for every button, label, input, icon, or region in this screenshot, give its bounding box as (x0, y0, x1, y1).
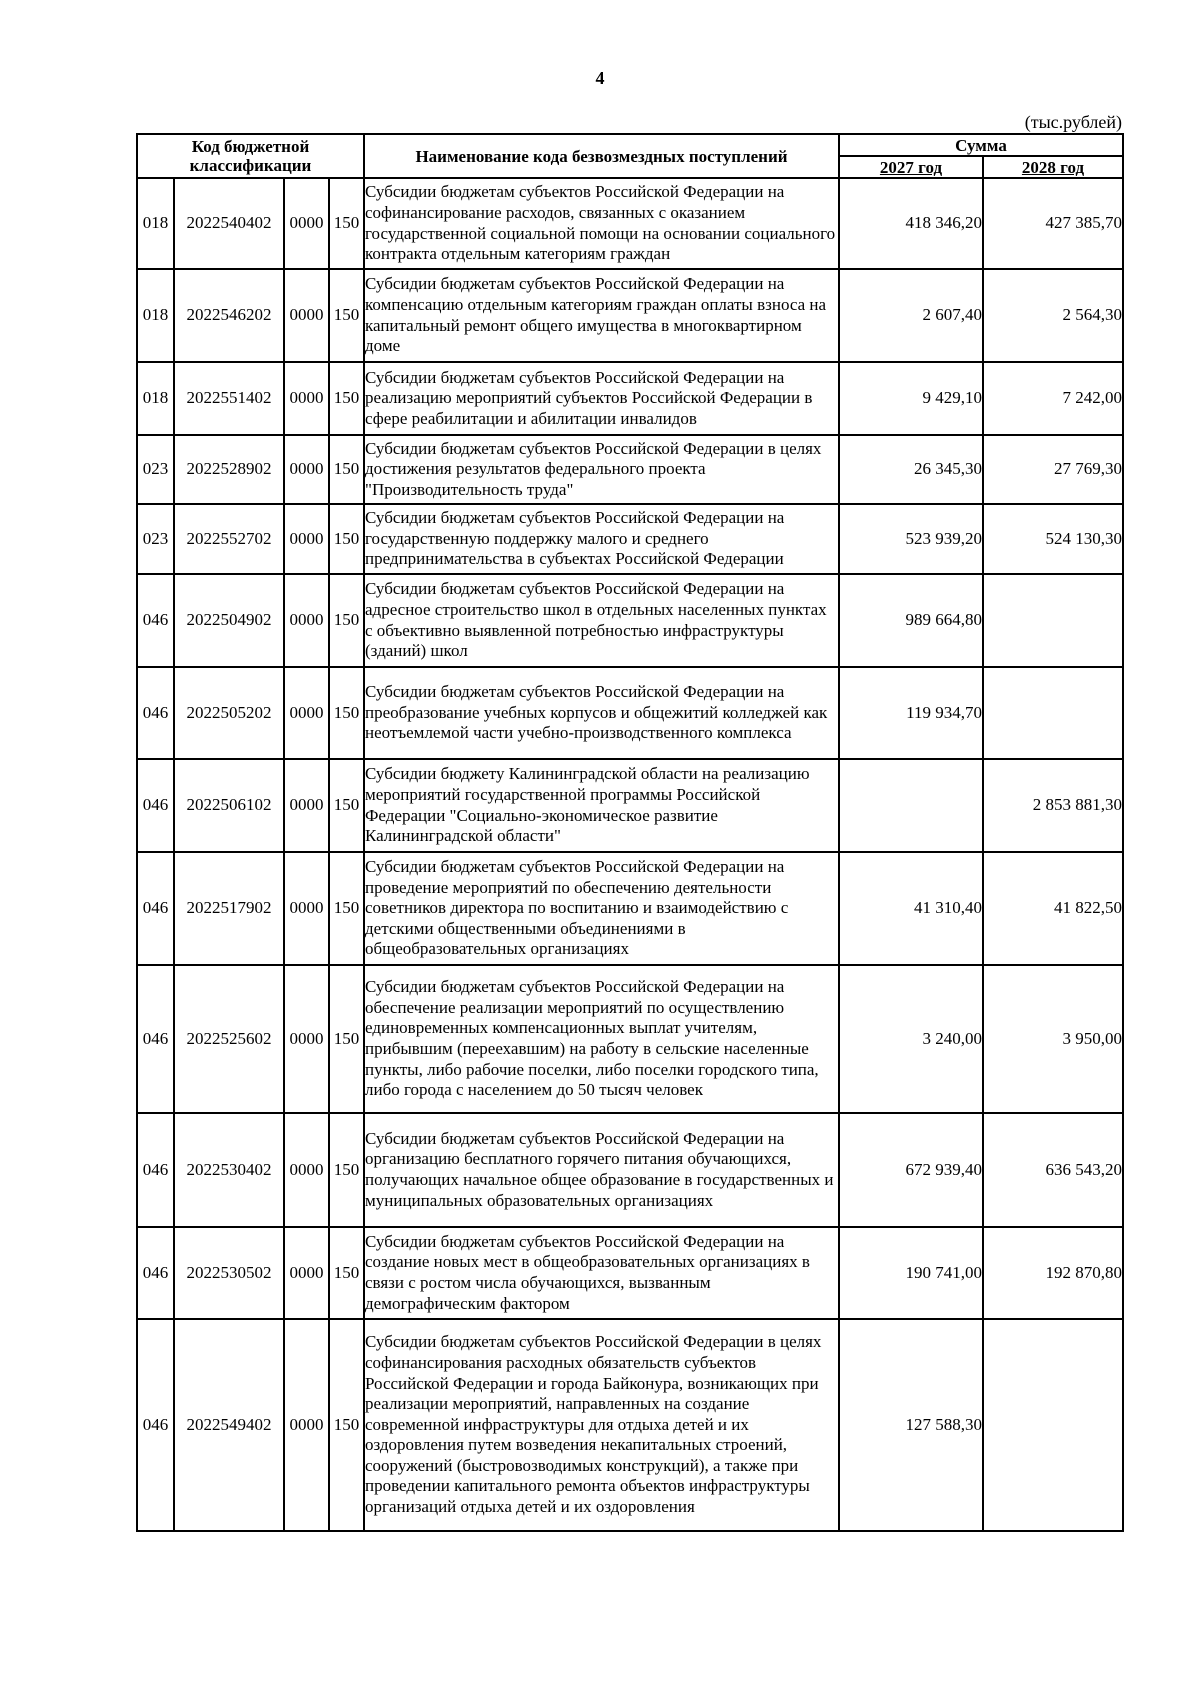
subtype-code: 0000 (284, 269, 329, 362)
page-number: 4 (595, 68, 605, 88)
subtype-code: 0000 (284, 435, 329, 504)
income-name: Субсидии бюджетам субъектов Российской Федерации в целях достижения результатов федерального проекта "Производительность труда" (364, 435, 839, 504)
header-code: Код бюджетной классификации (137, 134, 364, 178)
kind-code: 150 (329, 504, 364, 574)
admin-code: 046 (137, 852, 174, 965)
table-row (137, 435, 1123, 504)
table-row (137, 965, 1123, 1113)
amount-2028: 2 564,30 (983, 269, 1123, 362)
income-code: 2022551402 (174, 362, 284, 435)
amount-2028: 524 130,30 (983, 504, 1123, 574)
admin-code: 018 (137, 269, 174, 362)
income-code: 2022530502 (174, 1227, 284, 1319)
kind-code: 150 (329, 435, 364, 504)
admin-code: 046 (137, 574, 174, 667)
amount-2027: 127 588,30 (839, 1319, 983, 1531)
income-name: Субсидии бюджетам субъектов Российской Федерации на обеспечение реализации мероприятий по осуществлению единовременных компенсационных выплат учителям, прибывшим (переехавшим) на работу в сельские населенные пункты, либо рабочие поселки, либо поселки городского типа, либо города с населением до 50 тысяч человек (364, 965, 839, 1113)
subtype-code: 0000 (284, 1227, 329, 1319)
kind-code: 150 (329, 1113, 364, 1227)
admin-code: 046 (137, 1227, 174, 1319)
admin-code: 023 (137, 504, 174, 574)
admin-code: 023 (137, 435, 174, 504)
subtype-code: 0000 (284, 1113, 329, 1227)
kind-code: 150 (329, 178, 364, 269)
table-row (137, 504, 1123, 574)
kind-code: 150 (329, 269, 364, 362)
subtype-code: 0000 (284, 667, 329, 759)
income-name: Субсидии бюджетам субъектов Российской Федерации на организацию бесплатного горячего питания обучающихся, получающих начальное общее образование в государственных и муниципальных образовательных организациях (364, 1113, 839, 1227)
subtype-code: 0000 (284, 759, 329, 852)
amount-2028: 427 385,70 (983, 178, 1123, 269)
amount-2027: 523 939,20 (839, 504, 983, 574)
amount-2027 (839, 759, 983, 852)
income-name: Субсидии бюджетам субъектов Российской Федерации на государственную поддержку малого и среднего предпринимательства в субъектах Российской Федерации (364, 504, 839, 574)
income-name: Субсидии бюджетам субъектов Российской Федерации на преобразование учебных корпусов и общежитий колледжей как неотъемлемой части учебно-производственного комплекса (364, 667, 839, 759)
amount-2028: 2 853 881,30 (983, 759, 1123, 852)
amount-2028: 7 242,00 (983, 362, 1123, 435)
subtype-code: 0000 (284, 574, 329, 667)
income-code: 2022546202 (174, 269, 284, 362)
table-row (137, 1227, 1123, 1319)
kind-code: 150 (329, 1227, 364, 1319)
kind-code: 150 (329, 667, 364, 759)
amount-2027: 119 934,70 (839, 667, 983, 759)
table-row (137, 574, 1123, 667)
subtype-code: 0000 (284, 178, 329, 269)
amount-2028: 41 822,50 (983, 852, 1123, 965)
income-code: 2022525602 (174, 965, 284, 1113)
header-sum: Сумма (839, 134, 1123, 156)
kind-code: 150 (329, 965, 364, 1113)
admin-code: 046 (137, 1113, 174, 1227)
amount-2027: 418 346,20 (839, 178, 983, 269)
kind-code: 150 (329, 574, 364, 667)
table-row (137, 852, 1123, 965)
amount-2028 (983, 574, 1123, 667)
amount-2028: 3 950,00 (983, 965, 1123, 1113)
admin-code: 046 (137, 1319, 174, 1531)
budget-table (136, 133, 1124, 1532)
income-code: 2022504902 (174, 574, 284, 667)
subtype-code: 0000 (284, 852, 329, 965)
table-row (137, 178, 1123, 269)
income-name: Субсидии бюджетам субъектов Российской Федерации в целях софинансирования расходных обязательств субъектов Российской Федерации и города Байконура, возникающих при реализации мероприятий, направленных на создание современной инфраструктуры для отдыха детей и их оздоровления путем возведения некапитальных строений, сооружений (быстровозводимых конструкций), а также при проведении капитального ремонта объектов инфраструктуры организаций отдыха детей и их оздоровления (364, 1319, 839, 1531)
income-code: 2022528902 (174, 435, 284, 504)
income-code: 2022517902 (174, 852, 284, 965)
header-year-2027: 2027 год (839, 156, 983, 178)
header-name: Наименование кода безвозмездных поступлений (364, 134, 839, 178)
amount-2028: 27 769,30 (983, 435, 1123, 504)
income-code: 2022505202 (174, 667, 284, 759)
amount-2027: 3 240,00 (839, 965, 983, 1113)
amount-2027: 190 741,00 (839, 1227, 983, 1319)
income-name: Субсидии бюджетам субъектов Российской Федерации на создание новых мест в общеобразовательных организациях в связи с ростом числа обучающихся, вызванным демографическим фактором (364, 1227, 839, 1319)
income-code: 2022530402 (174, 1113, 284, 1227)
admin-code: 046 (137, 667, 174, 759)
income-code: 2022552702 (174, 504, 284, 574)
table-row (137, 1113, 1123, 1227)
header-year-2028: 2028 год (983, 156, 1123, 178)
income-code: 2022540402 (174, 178, 284, 269)
income-name: Субсидии бюджетам субъектов Российской Федерации на проведение мероприятий по обеспечению деятельности советников директора по воспитанию и взаимодействию с детскими общественными объединениями в общеобразовательных организациях (364, 852, 839, 965)
kind-code: 150 (329, 1319, 364, 1531)
amount-2027: 9 429,10 (839, 362, 983, 435)
table-row (137, 362, 1123, 435)
income-name: Субсидии бюджетам субъектов Российской Федерации на софинансирование расходов, связанных с оказанием государственной социальной помощи на основании социального контракта отдельным категориям граждан (364, 178, 839, 269)
subtype-code: 0000 (284, 362, 329, 435)
subtype-code: 0000 (284, 1319, 329, 1531)
admin-code: 018 (137, 362, 174, 435)
kind-code: 150 (329, 362, 364, 435)
amount-2027: 989 664,80 (839, 574, 983, 667)
admin-code: 046 (137, 759, 174, 852)
table-row (137, 667, 1123, 759)
income-code: 2022549402 (174, 1319, 284, 1531)
income-name: Субсидии бюджетам субъектов Российской Федерации на реализацию мероприятий субъектов Российской Федерации в сфере реабилитации и абилитации инвалидов (364, 362, 839, 435)
amount-2028: 192 870,80 (983, 1227, 1123, 1319)
income-name: Субсидии бюджетам субъектов Российской Федерации на компенсацию отдельным категориям граждан оплаты взноса на капитальный ремонт общего имущества в многоквартирном доме (364, 269, 839, 362)
table-row (137, 759, 1123, 852)
amount-2027: 2 607,40 (839, 269, 983, 362)
admin-code: 018 (137, 178, 174, 269)
table-row (137, 269, 1123, 362)
income-name: Субсидии бюджету Калининградской области на реализацию мероприятий государственной программы Российской Федерации "Социально-экономическое развитие Калининградской области" (364, 759, 839, 852)
amount-2027: 26 345,30 (839, 435, 983, 504)
kind-code: 150 (329, 852, 364, 965)
amount-2027: 41 310,40 (839, 852, 983, 965)
kind-code: 150 (329, 759, 364, 852)
subtype-code: 0000 (284, 965, 329, 1113)
amount-2028 (983, 667, 1123, 759)
amount-2028: 636 543,20 (983, 1113, 1123, 1227)
table-row (137, 1319, 1123, 1531)
amount-2028 (983, 1319, 1123, 1531)
amount-2027: 672 939,40 (839, 1113, 983, 1227)
income-code: 2022506102 (174, 759, 284, 852)
subtype-code: 0000 (284, 504, 329, 574)
income-name: Субсидии бюджетам субъектов Российской Федерации на адресное строительство школ в отдельных населенных пунктах с объективно выявленной потребностью инфраструктуры (зданий) школ (364, 574, 839, 667)
units-label: (тыс.рублей) (1024, 112, 1122, 132)
admin-code: 046 (137, 965, 174, 1113)
